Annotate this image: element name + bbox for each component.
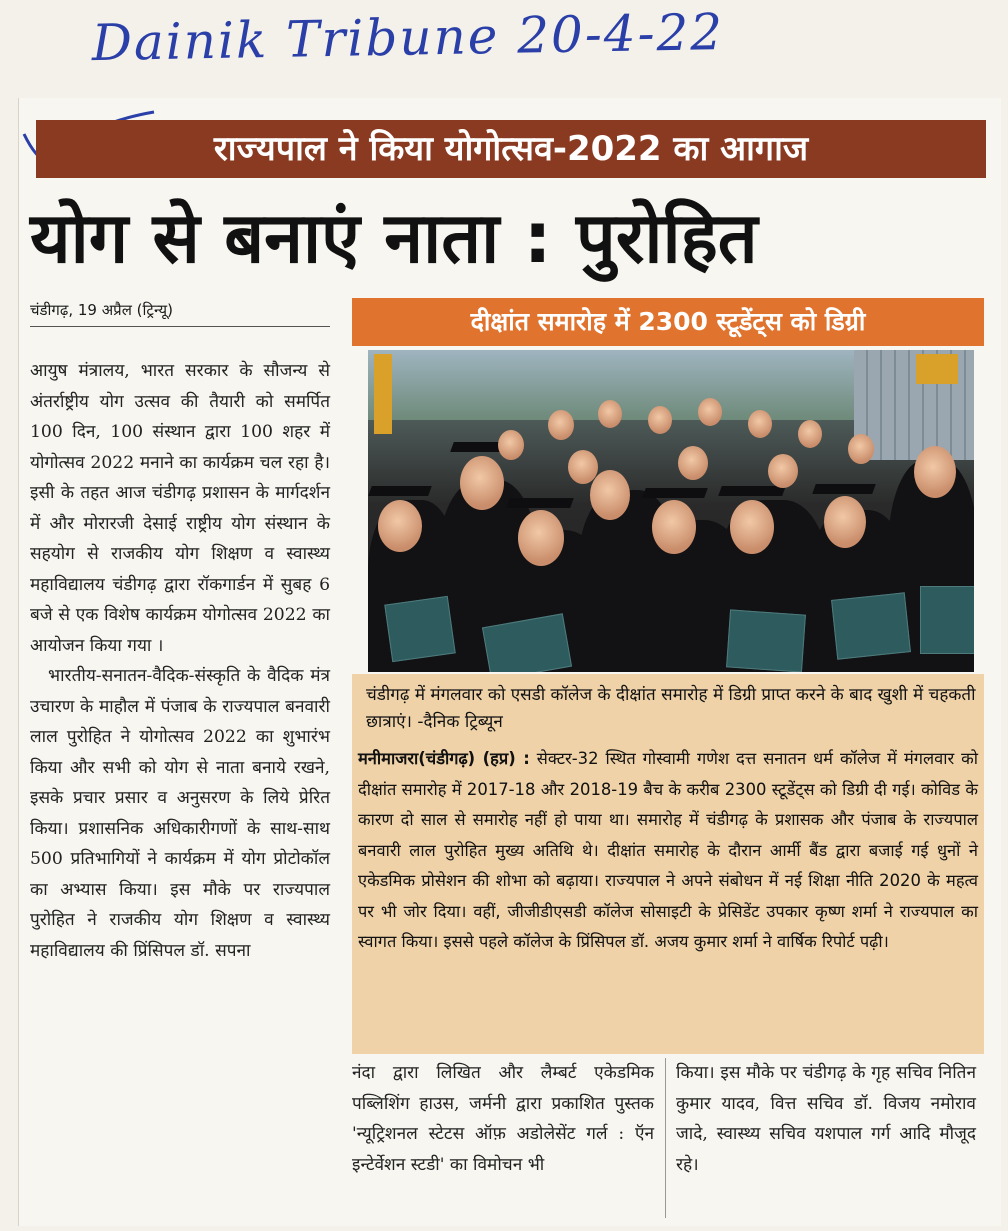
graduate-face (798, 420, 822, 448)
graduate-face (768, 454, 798, 488)
kicker-banner: राज्यपाल ने किया योगोत्सव-2022 का आगाज (36, 120, 986, 178)
story-dateline: मनीमाजरा(चंडीगढ़) (हप्र) : (358, 749, 530, 768)
graduation-cap (642, 488, 708, 498)
graduation-cap (368, 486, 432, 496)
degree-folder (920, 586, 974, 654)
graduation-cap (506, 498, 574, 508)
dateline-rule (30, 326, 330, 327)
dateline: चंडीगढ़, 19 अप्रैल (ट्रिन्यू) (30, 301, 173, 319)
graduate-face (824, 496, 866, 548)
graduation-cap (718, 486, 786, 496)
graduate-face (730, 500, 774, 554)
graduate-face (678, 446, 708, 480)
photo-caption: चंडीगढ़ में मंगलवार को एसडी कॉलेज के दीक्षांत समारोह में डिग्री प्राप्त करने के बाद खुशी में चहकती छात्राएं। -दैनिक ट्रिब्यून (366, 685, 976, 732)
degree-folder (384, 596, 455, 662)
graduation-cap (812, 484, 876, 494)
convocation-photo (368, 350, 974, 672)
degree-folder (831, 592, 911, 659)
headline: योग से बनाएं नाता : पुरोहित (30, 197, 758, 279)
left-column-article (30, 356, 330, 1226)
photo-flag (374, 354, 392, 434)
continuation-column: किया। इस मौके पर चंडीगढ़ के गृह सचिव नितिन कुमार यादव, वित्त सचिव डॉ. विजय नमोराव जादे, स्वास्थ्य सचिव यशपाल गर्ग आदि मौजूद रहे। (676, 1063, 976, 1175)
graduate-face (652, 500, 696, 554)
graduate-face (460, 456, 504, 510)
graduate-face (598, 400, 622, 428)
degree-folder (726, 609, 806, 672)
paragraph: आयुष मंत्रालय, भारत सरकार के सौजन्य से अंतर्राष्ट्रीय योग उत्सव की तैयारी को समर्पित 100 दिन, 100 संस्थान द्वारा 100 शहर में योगोत्सव 2022 मनाने का कार्यक्रम चल रहा है। इसी के तहत आज चंडीगढ़ प्रशासन के मार्गदर्शन में और मोरारजी देसाई राष्ट्रीय योग संस्थान के सहयोग से राजकीय योग शिक्षण व स्वास्थ्य महाविद्यालय चंडीगढ़ द्वारा रॉकगार्डन में सुबह 6 बजे से एक विशेष कार्यक्रम योगोत्सव 2022 का आयोजन किया गया । (30, 361, 330, 656)
paragraph: भारतीय-सनातन-वैदिक-संस्कृति के वैदिक मंत्र उचारण के माहौल में पंजाब के राज्यपाल बनवारी लाल पुरोहित ने योगोत्सव 2022 का शुभारंभ किया और सभी को योग से नाता बनाये रखने, इसके प्रचार प्रसार व अनुसरण के लिये प्रेरित किया। प्रशासनिक अधिकारीगणों के साथ-साथ 500 प्रतिभागियों ने कार्यक्रम में योग प्रोटोकॉल का अभ्यास किया। इस मौके पर राज्यपाल पुरोहित ने राजकीय योग शिक्षण व स्वास्थ्य महाविद्यालय की प्रिंसिपल डॉ. सपना (30, 666, 330, 961)
graduate-face (698, 398, 722, 426)
graduate-face (748, 410, 772, 438)
column-divider (665, 1058, 666, 1218)
graduate-face (648, 406, 672, 434)
box-heading: दीक्षांत समारोह में 2300 स्टूडेंट्स को डिग्री (352, 298, 984, 346)
graduate-face (568, 450, 598, 484)
story-body: सेक्टर-32 स्थित गोस्वामी गणेश दत्त सनातन धर्म कॉलेज में मंगलवार को दीक्षांत समारोह में 2017-18 और 2018-19 बैच के करीब 2300 स्टूडेंट्स को डिग्री दी गई। कोविड के कारण दो साल से समारोह नहीं हो पाया था। समारोह में चंडीगढ़ के प्रशासक और पंजाब के राज्यपाल बनवारी लाल पुरोहित मुख्य अतिथि थे। दीक्षांत समारोह के दौरान आर्मी बैंड द्वारा बजाई गई धुनों ने एकेडमिक प्रोसेशन की शोभा को बढ़ाया। राज्यपाल ने अपने संबोधन में नई शिक्षा नीति 2020 के महत्व पर भी जोर दिया। वहीं, जीजीडीएसडी कॉलेज सोसाइटी के प्रेसिडेंट उपकार कृष्ण शर्मा ने राज्यपाल का स्वागत किया। इससे पहले कॉलेज के प्रिंसिपल डॉ. अजय कुमार शर्मा ने वार्षिक रिपोर्ट पढ़ी। (358, 749, 979, 951)
graduate-face (848, 434, 874, 464)
graduate-face (914, 446, 956, 498)
graduate-face (590, 470, 630, 520)
photo-flag (916, 354, 958, 384)
box-story (358, 744, 978, 1044)
graduate-face (548, 410, 574, 440)
graduate-face (378, 500, 422, 552)
graduate-face (498, 430, 524, 460)
continuation-column: नंदा द्वारा लिखित और लैम्बर्ट एकेडमिक पब्लिशिंग हाउस, जर्मनी द्वारा प्रकाशित पुस्तक 'न्यूट्रिशनल स्टेटस ऑफ़ अडोलेसेंट गर्ल : ऍन इन्टेर्वेशन स्टडी' का विमोचन भी (352, 1063, 654, 1175)
handwritten-annotation: Dainik Tribune 20-4-22 (91, 3, 725, 73)
graduate-face (518, 510, 564, 566)
